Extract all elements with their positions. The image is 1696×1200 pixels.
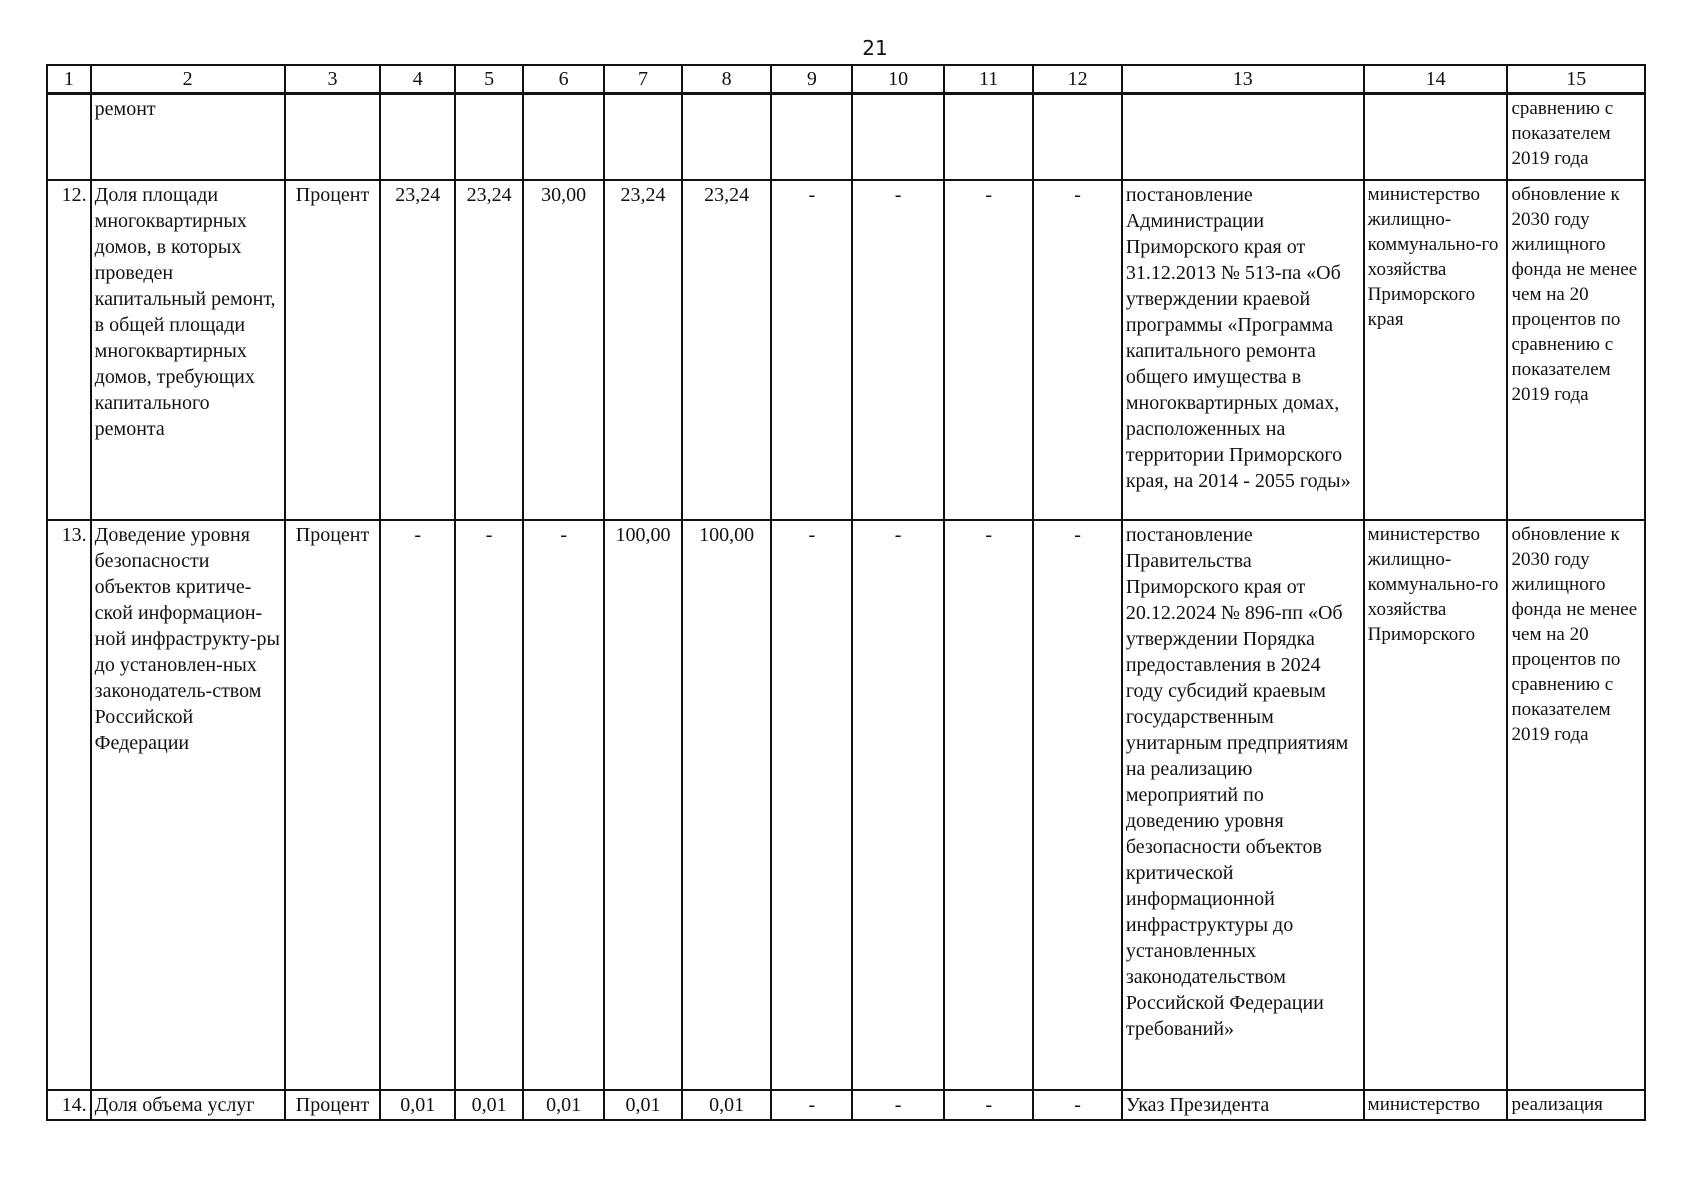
- value-cell: -: [1033, 1090, 1121, 1120]
- value-cell: 30,00: [523, 180, 604, 520]
- value-cell: -: [1033, 180, 1121, 520]
- value-cell: -: [771, 180, 852, 520]
- value-cell: -: [523, 520, 604, 1090]
- column-header: 1: [47, 65, 91, 94]
- column-header: 7: [604, 65, 682, 94]
- column-header: 3: [285, 65, 381, 94]
- row-number: [47, 94, 91, 181]
- column-header: 12: [1033, 65, 1121, 94]
- value-cell: -: [944, 180, 1033, 520]
- goal-cell: сравнению с показателем 2019 года: [1507, 94, 1645, 181]
- column-header: 2: [91, 65, 285, 94]
- column-header: 13: [1122, 65, 1364, 94]
- indicator-name: ремонт: [91, 94, 285, 181]
- responsible-cell: министерство: [1364, 1090, 1508, 1120]
- indicator-name: Доведение уровня безопасности объектов критиче-ской информацион-ной инфраструкту-ры до установлен-ных законодатель-ством Российской Федерации: [91, 520, 285, 1090]
- row-number: 14.: [47, 1090, 91, 1120]
- value-cell: [604, 94, 682, 181]
- table-row: [47, 94, 1645, 181]
- goal-cell: обновление к 2030 году жилищного фонда не менее чем на 20 процентов по сравнению с показателем 2019 года: [1507, 180, 1645, 520]
- row-number: 12.: [47, 180, 91, 520]
- indicator-name: Доля площади многоквартирных домов, в которых проведен капитальный ремонт, в общей площади многоквартирных домов, требующих капитального ремонта: [91, 180, 285, 520]
- document-cell: постановление Администрации Приморского края от 31.12.2013 № 513-па «Об утверждении краевой программы «Программа капитального ремонта общего имущества в многоквартирных домах, расположенных на территории Приморского края, на 2014 - 2055 годы»: [1122, 180, 1364, 520]
- value-cell: [455, 94, 523, 181]
- goal-cell: реализация: [1507, 1090, 1645, 1120]
- value-cell: -: [455, 520, 523, 1090]
- column-header: 8: [682, 65, 771, 94]
- unit-cell: Процент: [285, 520, 381, 1090]
- indicators-table: [46, 64, 1646, 1121]
- value-cell: 0,01: [455, 1090, 523, 1120]
- value-cell: 100,00: [682, 520, 771, 1090]
- value-cell: -: [944, 1090, 1033, 1120]
- column-header: 4: [380, 65, 455, 94]
- value-cell: -: [852, 1090, 944, 1120]
- unit-cell: Процент: [285, 180, 381, 520]
- responsible-cell: [1364, 94, 1508, 181]
- unit-cell: Процент: [285, 1090, 381, 1120]
- value-cell: [523, 94, 604, 181]
- value-cell: [380, 94, 455, 181]
- responsible-cell: министерство жилищно-коммунально-го хозяйства Приморского: [1364, 520, 1508, 1090]
- value-cell: 0,01: [682, 1090, 771, 1120]
- table-row: [47, 180, 1645, 520]
- column-header: 14: [1364, 65, 1508, 94]
- value-cell: -: [944, 520, 1033, 1090]
- responsible-cell: министерство жилищно-коммунально-го хозяйства Приморского края: [1364, 180, 1508, 520]
- value-cell: [682, 94, 771, 181]
- table-row: [47, 1090, 1645, 1120]
- page-number: 21: [862, 36, 888, 60]
- document-cell: постановление Правительства Приморского края от 20.12.2024 № 896-пп «Об утверждении Порядка предоставления в 2024 году субсидий краевым государственным унитарным предприятиям на реализацию мероприятий по доведению уровня безопасности объектов критической информационной инфраструктуры до установленных законодательством Российской Федерации требований»: [1122, 520, 1364, 1090]
- column-header: 6: [523, 65, 604, 94]
- value-cell: 23,24: [682, 180, 771, 520]
- value-cell: -: [380, 520, 455, 1090]
- document-cell: Указ Президента: [1122, 1090, 1364, 1120]
- value-cell: -: [852, 180, 944, 520]
- value-cell: -: [1033, 520, 1121, 1090]
- goal-cell: обновление к 2030 году жилищного фонда не менее чем на 20 процентов по сравнению с показателем 2019 года: [1507, 520, 1645, 1090]
- column-number-row: [47, 65, 1645, 94]
- value-cell: 100,00: [604, 520, 682, 1090]
- column-header: 9: [771, 65, 852, 94]
- value-cell: 0,01: [523, 1090, 604, 1120]
- value-cell: -: [771, 520, 852, 1090]
- value-cell: -: [771, 1090, 852, 1120]
- column-header: 15: [1507, 65, 1645, 94]
- value-cell: [852, 94, 944, 181]
- column-header: 10: [852, 65, 944, 94]
- value-cell: 23,24: [455, 180, 523, 520]
- column-header: 5: [455, 65, 523, 94]
- value-cell: 23,24: [380, 180, 455, 520]
- column-header: 11: [944, 65, 1033, 94]
- table-row: [47, 520, 1645, 1090]
- document-cell: [1122, 94, 1364, 181]
- row-number: 13.: [47, 520, 91, 1090]
- unit-cell: [285, 94, 381, 181]
- value-cell: -: [852, 520, 944, 1090]
- value-cell: [1033, 94, 1121, 181]
- value-cell: 23,24: [604, 180, 682, 520]
- value-cell: [944, 94, 1033, 181]
- indicator-name: Доля объема услуг: [91, 1090, 285, 1120]
- value-cell: 0,01: [380, 1090, 455, 1120]
- value-cell: [771, 94, 852, 181]
- value-cell: 0,01: [604, 1090, 682, 1120]
